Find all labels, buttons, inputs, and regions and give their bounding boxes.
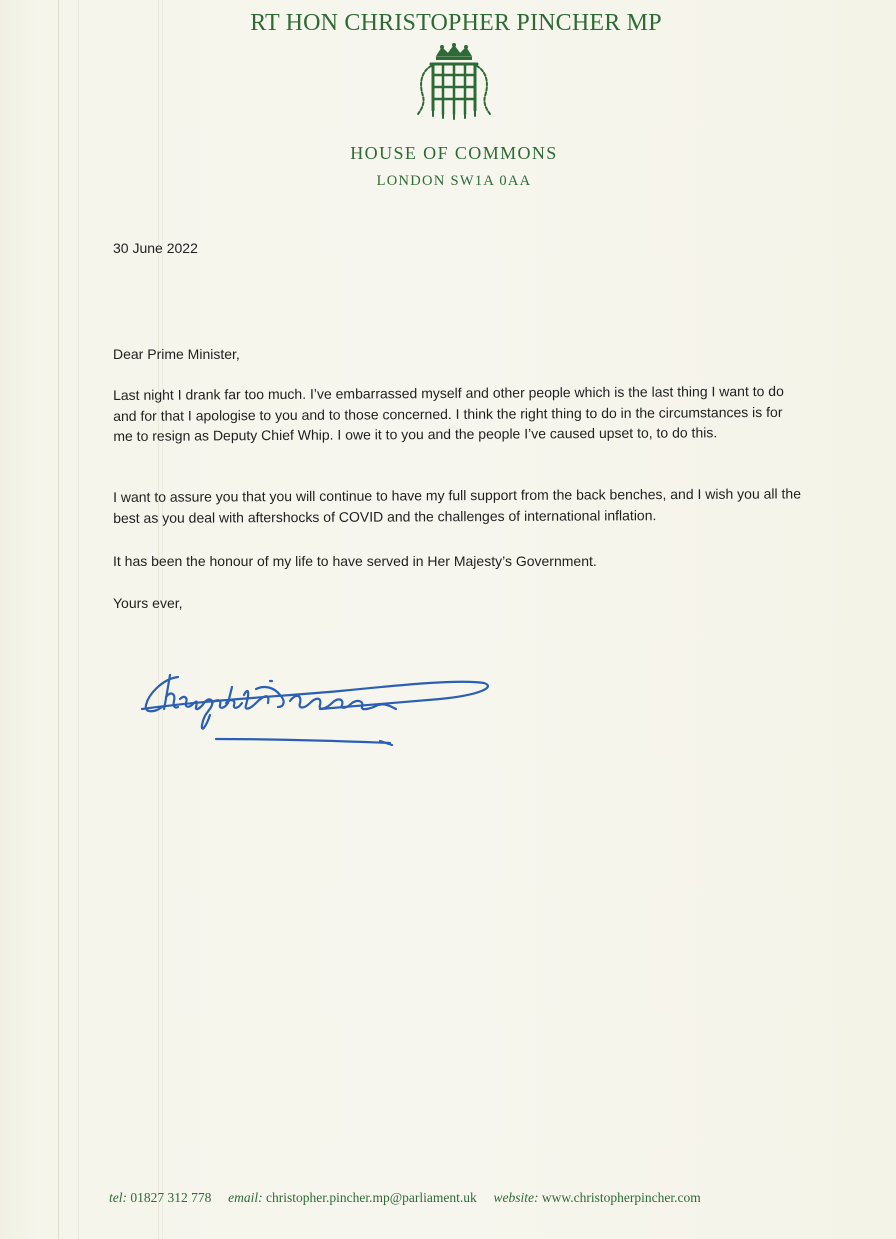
salutation: Dear Prime Minister, — [113, 346, 240, 362]
tel-value: 01827 312 778 — [130, 1190, 212, 1205]
website-label: website: — [493, 1190, 539, 1205]
body-paragraph: I want to assure you that you will continue to have my full support from the back benches, and I wish you all the best as you deal with aftershocks of COVID and the challenges of international inflation. — [113, 485, 802, 526]
closing: Yours ever, — [113, 595, 183, 611]
website-value: www.christopherpincher.com — [541, 1190, 701, 1205]
letter-date: 30 June 2022 — [113, 240, 198, 256]
letterhead-address: LONDON SW1A 0AA — [376, 173, 532, 189]
institution-name: HOUSE OF COMMONS — [350, 143, 558, 163]
signature — [140, 665, 500, 755]
tel-label: tel: — [109, 1190, 127, 1205]
contact-footer — [109, 1190, 701, 1206]
body-paragraph: Last night I drank far too much. I’ve embarrassed myself and other people which is the last thing I want to do and for that I apologise to you and to those concerned. I think the right thing to do in the circumstances is for me to resign as Deputy Chief Whip. I owe it to you and the people I’ve caused upset to, to do this. — [113, 382, 784, 444]
letterhead-name: RT HON CHRISTOPHER PINCHER MP — [250, 10, 662, 36]
email-value: christopher.pincher.mp@parliament.uk — [266, 1190, 477, 1205]
portcullis-icon — [415, 42, 493, 122]
email-label: email: — [228, 1190, 263, 1205]
body-paragraph: It has been the honour of my life to have served in Her Majesty’s Government. — [113, 553, 597, 569]
